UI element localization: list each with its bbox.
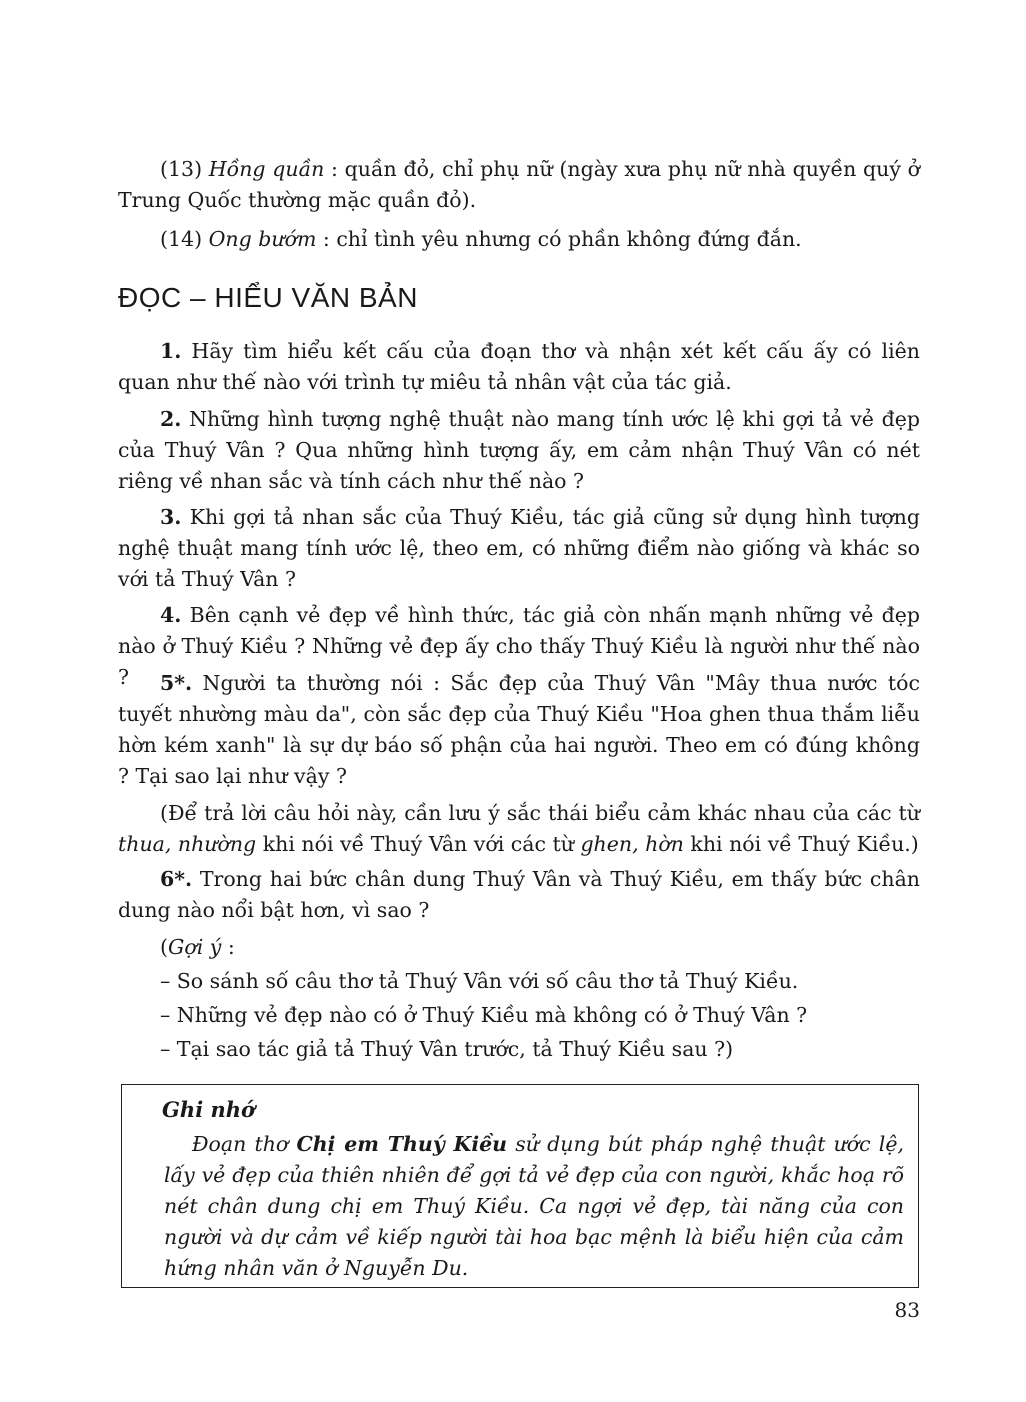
question-2	[118, 404, 920, 497]
question-3	[118, 502, 920, 595]
ghi-nho-title: Ghi nhớ	[162, 1097, 256, 1122]
hint-text: (Để trả lời câu hỏi này, cần lưu ý sắc thái biểu cảm khác nhau của các từ	[160, 801, 920, 825]
question-6-hint	[160, 932, 920, 1068]
question-5	[118, 668, 920, 792]
hint-label: Gợi ý	[168, 935, 222, 959]
footnote-term: Ong bướm	[208, 227, 317, 251]
footnote-13	[118, 154, 920, 216]
hint-item: – Những vẻ đẹp nào có ở Thuý Kiều mà không có ở Thuý Vân ?	[160, 1003, 808, 1027]
hint-item: – So sánh số câu thơ tả Thuý Vân với số câu thơ tả Thuý Kiều.	[160, 969, 799, 993]
ghi-nho-body	[164, 1129, 904, 1284]
hint-label-line	[160, 932, 920, 963]
question-5-hint	[118, 798, 920, 860]
question-number: 5*.	[160, 671, 193, 695]
hint-keywords: thua, nhường	[118, 832, 257, 856]
question-number: 2.	[160, 407, 182, 431]
question-6	[118, 864, 920, 926]
question-number: 1.	[160, 339, 182, 363]
footnote-number: (13)	[160, 157, 203, 181]
page-number: 83	[894, 1298, 920, 1322]
question-text: Trong hai bức chân dung Thuý Vân và Thuý Kiều, em thấy bức chân dung nào nổi bật hơn, vì sao ?	[118, 867, 920, 922]
question-number: 4.	[160, 603, 182, 627]
footnote-text: : chỉ tình yêu nhưng có phần không đứng đắn.	[316, 227, 802, 251]
question-text: Hãy tìm hiểu kết cấu của đoạn thơ và nhận xét kết cấu ấy có liên quan như thế nào với trình tự miêu tả nhân vật của tác giả.	[118, 339, 920, 394]
ghi-nho-text: sử dụng bút pháp nghệ thuật ước lệ, lấy vẻ đẹp của thiên nhiên để gợi tả vẻ đẹp của con người, khắc hoạ rõ nét chân dung chị em Thuý Kiều. Ca ngợi vẻ đẹp, tài năng của con người và dự cảm về kiếp người tài hoa bạc mệnh là biểu hiện của cảm hứng nhân văn ở Nguyễn Du.	[164, 1132, 905, 1280]
ghi-nho-work-title: Chị em Thuý Kiều	[296, 1132, 508, 1156]
question-text: Người ta thường nói : Sắc đẹp của Thuý Vân "Mây thua nước tóc tuyết nhường màu da", còn sắc đẹp của Thuý Kiều "Hoa ghen thua thắm liễu hờn kém xanh" là sự dự báo số phận của hai người. Theo em có đúng không ? Tại sao lại như vậy ?	[118, 671, 920, 788]
hint-keywords: ghen, hờn	[580, 832, 684, 856]
section-heading: ĐỌC – HIỂU VĂN BẢN	[118, 282, 418, 313]
question-text: Bên cạnh vẻ đẹp về hình thức, tác giả còn nhấn mạnh những vẻ đẹp nào ở Thuý Kiều ? Những vẻ đẹp ấy cho thấy Thuý Kiều là người như thế nào ?	[118, 603, 920, 689]
footnote-number: (14)	[160, 227, 203, 251]
ghi-nho-box	[121, 1084, 919, 1288]
question-1	[118, 336, 920, 398]
footnote-text: : quần đỏ, chỉ phụ nữ (ngày xưa phụ nữ nhà quyền quý ở Trung Quốc thường mặc quần đỏ).	[118, 157, 920, 212]
question-text: Khi gợi tả nhan sắc của Thuý Kiều, tác giả cũng sử dụng hình tượng nghệ thuật mang tính ước lệ, theo em, có những điểm nào giống và khác so với tả Thuý Vân ?	[118, 505, 920, 591]
question-number: 6*.	[160, 867, 193, 891]
hint-paren: (	[160, 935, 168, 959]
footnote-term: Hồng quần	[208, 157, 325, 181]
hint-item: – Tại sao tác giả tả Thuý Vân trước, tả Thuý Kiều sau ?)	[160, 1037, 734, 1061]
question-text: Những hình tượng nghệ thuật nào mang tính ước lệ khi gợi tả vẻ đẹp của Thuý Vân ? Qua những hình tượng ấy, em cảm nhận Thuý Vân có nét riêng về nhan sắc và tính cách như thế nào ?	[118, 407, 920, 493]
question-number: 3.	[160, 505, 182, 529]
footnote-14	[118, 224, 920, 255]
hint-colon: :	[221, 935, 235, 959]
ghi-nho-text: Đoạn thơ	[192, 1132, 297, 1156]
hint-text: khi nói về Thuý Kiều.)	[683, 832, 919, 856]
hint-text: khi nói về Thuý Vân với các từ	[256, 832, 581, 856]
